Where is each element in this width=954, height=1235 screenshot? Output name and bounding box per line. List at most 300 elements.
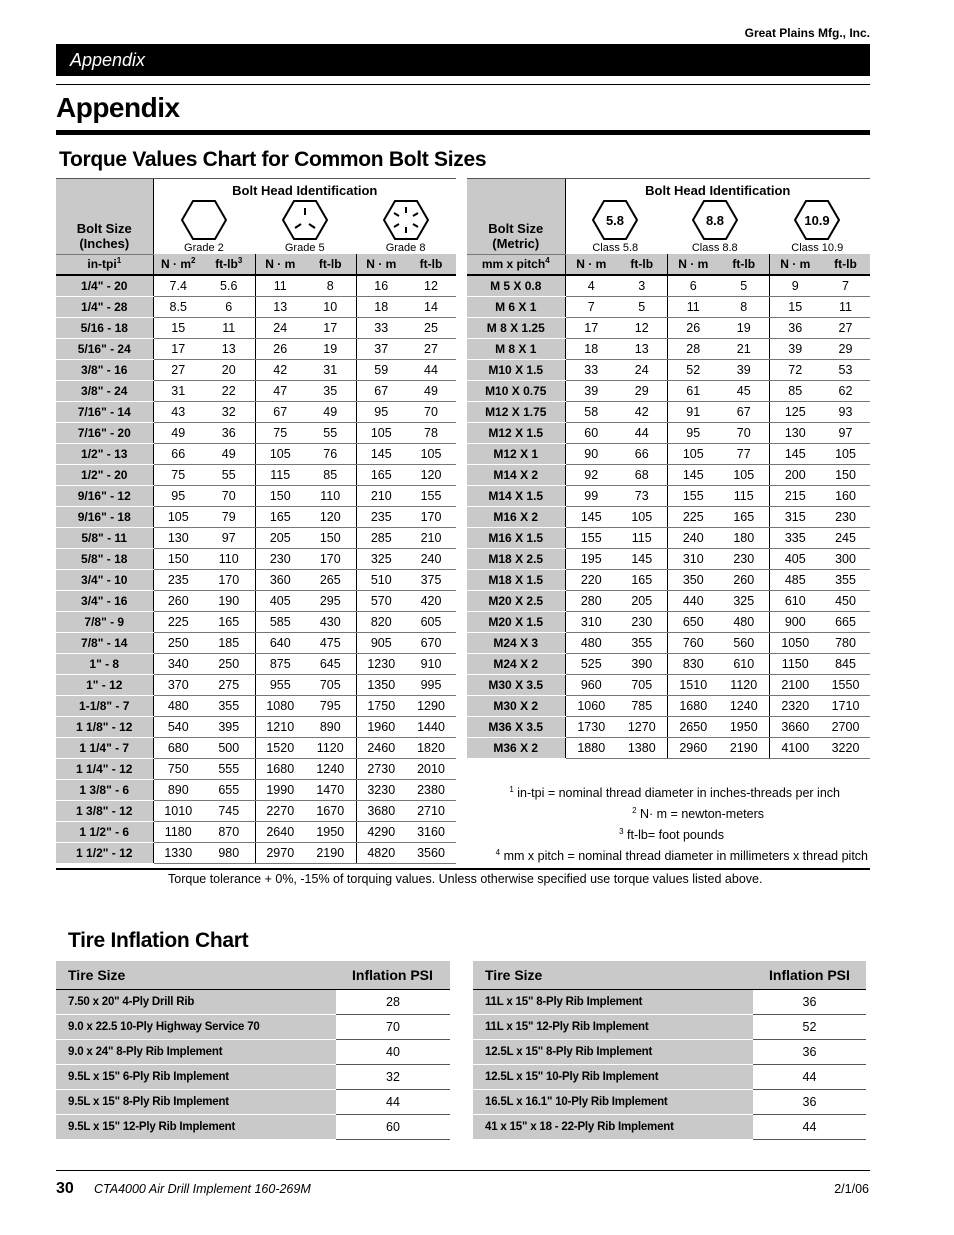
- bolt-size-cell: 3/4" - 10: [56, 569, 153, 590]
- grade-label: Grade 5: [284, 242, 325, 254]
- bolt-size-cell: M24 X 2: [467, 653, 565, 674]
- table-row: [467, 359, 870, 380]
- torque-value-cell: 130: [769, 422, 821, 443]
- torque-value-cell: 1880: [565, 737, 617, 758]
- torque-value-cell: 1510: [667, 674, 719, 695]
- torque-value-cell: 1080: [255, 695, 305, 716]
- torque-value-cell: 39: [719, 359, 769, 380]
- torque-value-cell: 25: [406, 317, 456, 338]
- page-title: Appendix: [56, 92, 180, 123]
- torque-value-cell: 890: [153, 779, 203, 800]
- table-row: [467, 548, 870, 569]
- torque-value-cell: 1710: [821, 695, 870, 716]
- torque-value-cell: 705: [617, 674, 667, 695]
- torque-value-cell: 955: [255, 674, 305, 695]
- bolt-size-cell: 3/8" - 24: [56, 380, 153, 401]
- torque-value-cell: 3680: [356, 800, 406, 821]
- table-row: [56, 737, 456, 758]
- torque-value-cell: 1470: [305, 779, 356, 800]
- torque-value-cell: 62: [821, 380, 870, 401]
- torque-value-cell: 1950: [719, 716, 769, 737]
- torque-value-cell: 845: [821, 653, 870, 674]
- unit-label: ft-lb: [821, 254, 870, 275]
- bolt-size-header: [56, 179, 153, 255]
- divider: [56, 1170, 870, 1171]
- unit-label: $ft-lb^3$: [203, 254, 255, 275]
- torque-value-cell: 150: [255, 485, 305, 506]
- bolt-size-cell: M10 X 0.75: [467, 380, 565, 401]
- torque-value-cell: 2960: [667, 737, 719, 758]
- torque-value-cell: 480: [565, 632, 617, 653]
- torque-value-cell: 2380: [406, 779, 456, 800]
- footnote-2: $^2$ N· m = newton-meters: [632, 805, 764, 821]
- hex-grade-5-icon: [282, 198, 328, 242]
- table-row: [56, 779, 456, 800]
- torque-value-cell: 1440: [406, 716, 456, 737]
- table-row: [56, 317, 456, 338]
- bolt-size-cell: 7/16" - 14: [56, 401, 153, 422]
- torque-value-cell: 890: [305, 716, 356, 737]
- bolt-size-cell: 1 1/4" - 12: [56, 758, 153, 779]
- bolt-head-id: [565, 179, 870, 255]
- torque-value-cell: 165: [719, 506, 769, 527]
- torque-value-cell: 67: [719, 401, 769, 422]
- torque-value-cell: 980: [203, 842, 255, 863]
- torque-value-cell: 875: [255, 653, 305, 674]
- torque-value-cell: 105: [667, 443, 719, 464]
- torque-value-cell: 370: [153, 674, 203, 695]
- torque-value-cell: 15: [153, 317, 203, 338]
- torque-value-cell: 105: [406, 443, 456, 464]
- torque-value-cell: 105: [255, 443, 305, 464]
- torque-value-cell: 1380: [617, 737, 667, 758]
- footnote-1: $^1$ in-tpi = nominal thread diameter in inches-threads per inch: [509, 784, 840, 800]
- bolt-size-cell: 7/8" - 14: [56, 632, 153, 653]
- table-row: [56, 1089, 450, 1114]
- torque-value-cell: 2710: [406, 800, 456, 821]
- torque-value-cell: 76: [305, 443, 356, 464]
- torque-value-cell: 665: [821, 611, 870, 632]
- torque-value-cell: 900: [769, 611, 821, 632]
- torque-value-cell: 325: [719, 590, 769, 611]
- torque-value-cell: 11: [203, 317, 255, 338]
- torque-value-cell: 3230: [356, 779, 406, 800]
- torque-value-cell: 105: [719, 464, 769, 485]
- bolt-size-cell: M12 X 1.5: [467, 422, 565, 443]
- class-8-8: [692, 198, 738, 254]
- torque-value-cell: 655: [203, 779, 255, 800]
- table-row: [467, 422, 870, 443]
- table-row: [56, 632, 456, 653]
- unit-label: N · m: [667, 254, 719, 275]
- bolt-size-cell: 3/4" - 16: [56, 590, 153, 611]
- bolt-size-cell: M 5 X 0.8: [467, 275, 565, 296]
- inflation-psi-cell: 36: [753, 989, 866, 1014]
- hex-grade-2-icon: [181, 198, 227, 242]
- torque-value-cell: 24: [255, 317, 305, 338]
- torque-value-cell: 165: [617, 569, 667, 590]
- torque-value-cell: 35: [305, 380, 356, 401]
- torque-value-cell: 485: [769, 569, 821, 590]
- bolt-size-cell: 5/8" - 18: [56, 548, 153, 569]
- torque-value-cell: 97: [203, 527, 255, 548]
- hex-class-10-9-icon: [794, 198, 840, 242]
- hex-grade-8-icon: [383, 198, 429, 242]
- torque-value-cell: 90: [565, 443, 617, 464]
- divider: [56, 84, 870, 85]
- torque-value-cell: 905: [356, 632, 406, 653]
- torque-value-cell: 745: [203, 800, 255, 821]
- torque-value-cell: 47: [255, 380, 305, 401]
- torque-value-cell: 7.4: [153, 275, 203, 296]
- tire-size-cell: 16.5L x 16.1" 10-Ply Rib Implement: [473, 1089, 753, 1114]
- bolt-size-cell: M16 X 1.5: [467, 527, 565, 548]
- torque-value-cell: 49: [153, 422, 203, 443]
- torque-value-cell: 31: [153, 380, 203, 401]
- grade-8: [383, 198, 429, 254]
- tire-size-cell: 11L x 15" 12-Ply Rib Implement: [473, 1014, 753, 1039]
- torque-value-cell: 230: [719, 548, 769, 569]
- torque-value-cell: 115: [255, 464, 305, 485]
- torque-value-cell: 105: [821, 443, 870, 464]
- torque-value-cell: 250: [203, 653, 255, 674]
- torque-value-cell: 67: [255, 401, 305, 422]
- table-row: [56, 443, 456, 464]
- table-row: [56, 821, 456, 842]
- torque-value-cell: 68: [617, 464, 667, 485]
- torque-value-cell: 205: [255, 527, 305, 548]
- torque-value-cell: 120: [406, 464, 456, 485]
- torque-value-cell: 1550: [821, 674, 870, 695]
- bolt-size-cell: M14 X 2: [467, 464, 565, 485]
- inflation-psi-cell: 28: [336, 989, 450, 1014]
- torque-value-cell: 91: [667, 401, 719, 422]
- torque-value-cell: 150: [821, 464, 870, 485]
- table-row: [473, 1114, 866, 1139]
- torque-value-cell: 19: [305, 338, 356, 359]
- inflation-psi-header: Inflation PSI: [336, 961, 450, 989]
- torque-value-cell: 70: [406, 401, 456, 422]
- class-mark: 10.9: [804, 213, 830, 228]
- inflation-psi-cell: 36: [753, 1039, 866, 1064]
- torque-value-cell: 37: [356, 338, 406, 359]
- torque-value-cell: 785: [617, 695, 667, 716]
- tire-table-left: [56, 961, 450, 1140]
- torque-value-cell: 335: [769, 527, 821, 548]
- torque-value-cell: 1950: [305, 821, 356, 842]
- torque-value-cell: 145: [617, 548, 667, 569]
- torque-value-cell: 44: [406, 359, 456, 380]
- torque-value-cell: 475: [305, 632, 356, 653]
- company-name: Great Plains Mfg., Inc.: [744, 26, 870, 40]
- unit-label: N · m: [565, 254, 617, 275]
- table-row: [467, 674, 870, 695]
- inflation-psi-cell: 40: [336, 1039, 450, 1064]
- torque-value-cell: 225: [667, 506, 719, 527]
- bolt-size-cell: M 8 X 1: [467, 338, 565, 359]
- torque-value-cell: 205: [617, 590, 667, 611]
- inflation-psi-cell: 60: [336, 1114, 450, 1139]
- torque-value-cell: 95: [153, 485, 203, 506]
- table-row: [56, 296, 456, 317]
- table-row: [56, 338, 456, 359]
- torque-value-cell: 705: [305, 674, 356, 695]
- bolt-size-label: Bolt Size (Inches): [76, 220, 132, 251]
- torque-value-cell: 310: [667, 548, 719, 569]
- torque-value-cell: 145: [667, 464, 719, 485]
- torque-value-cell: 2190: [305, 842, 356, 863]
- table-row: [467, 737, 870, 758]
- torque-value-cell: 265: [305, 569, 356, 590]
- class-10-9: [791, 198, 843, 254]
- torque-value-cell: 8: [305, 275, 356, 296]
- unit-label: mm x pitch$^4$: [467, 254, 565, 275]
- torque-value-cell: 1240: [719, 695, 769, 716]
- torque-value-cell: 11: [667, 296, 719, 317]
- torque-value-cell: 6: [203, 296, 255, 317]
- table-row: [56, 695, 456, 716]
- torque-value-cell: 1350: [356, 674, 406, 695]
- tire-size-cell: 11L x 15" 8-Ply Rib Implement: [473, 989, 753, 1014]
- table-row: [56, 422, 456, 443]
- torque-value-cell: 2320: [769, 695, 821, 716]
- table-row: [56, 485, 456, 506]
- torque-value-cell: 325: [356, 548, 406, 569]
- table-row: [467, 611, 870, 632]
- torque-value-cell: 2100: [769, 674, 821, 695]
- torque-value-cell: 78: [406, 422, 456, 443]
- class-label: Class 10.9: [791, 242, 844, 254]
- torque-value-cell: 170: [305, 548, 356, 569]
- torque-value-cell: 2010: [406, 758, 456, 779]
- torque-value-cell: 1290: [406, 695, 456, 716]
- torque-value-cell: 66: [153, 443, 203, 464]
- table-row: [467, 695, 870, 716]
- bolt-size-cell: 1 1/4" - 7: [56, 737, 153, 758]
- table-row: [467, 317, 870, 338]
- tire-size-cell: 41 x 15" x 18 - 22-Ply Rib Implement: [473, 1114, 753, 1139]
- bolt-size-cell: M18 X 2.5: [467, 548, 565, 569]
- torque-value-cell: 395: [203, 716, 255, 737]
- table-row: [56, 1014, 450, 1039]
- torque-value-cell: 240: [406, 548, 456, 569]
- torque-value-cell: 75: [153, 464, 203, 485]
- torque-value-cell: 66: [617, 443, 667, 464]
- torque-value-cell: 125: [769, 401, 821, 422]
- torque-value-cell: 610: [719, 653, 769, 674]
- torque-value-cell: 750: [153, 758, 203, 779]
- torque-value-cell: 24: [617, 359, 667, 380]
- class-label: Class 5.8: [592, 242, 639, 254]
- torque-value-cell: 2460: [356, 737, 406, 758]
- torque-value-cell: 355: [203, 695, 255, 716]
- torque-value-cell: 820: [356, 611, 406, 632]
- tire-size-cell: 9.5L x 15" 6-Ply Rib Implement: [56, 1064, 336, 1089]
- torque-value-cell: 2970: [255, 842, 305, 863]
- torque-value-cell: 18: [356, 296, 406, 317]
- inflation-psi-header: Inflation PSI: [753, 961, 866, 989]
- table-row: [473, 1014, 866, 1039]
- torque-value-cell: 240: [667, 527, 719, 548]
- torque-value-cell: 33: [356, 317, 406, 338]
- torque-value-cell: 3160: [406, 821, 456, 842]
- torque-value-cell: 555: [203, 758, 255, 779]
- footnote-4: $^4$ mm x pitch = nominal thread diameter in millimeters x thread pitch: [495, 847, 868, 863]
- torque-value-cell: 355: [617, 632, 667, 653]
- table-row: [467, 443, 870, 464]
- torque-value-cell: 500: [203, 737, 255, 758]
- table-row: [56, 548, 456, 569]
- torque-value-cell: 26: [255, 338, 305, 359]
- torque-value-cell: 585: [255, 611, 305, 632]
- table-row: [467, 716, 870, 737]
- bolt-size-cell: M 8 X 1.25: [467, 317, 565, 338]
- torque-value-cell: 52: [667, 359, 719, 380]
- table-row: [56, 800, 456, 821]
- torque-value-cell: 210: [406, 527, 456, 548]
- bolt-size-cell: M12 X 1: [467, 443, 565, 464]
- bolt-size-cell: 5/16 - 18: [56, 317, 153, 338]
- torque-value-cell: 275: [203, 674, 255, 695]
- torque-value-cell: 26: [667, 317, 719, 338]
- torque-value-cell: 2640: [255, 821, 305, 842]
- torque-value-cell: 1990: [255, 779, 305, 800]
- bolt-size-cell: 5/16" - 24: [56, 338, 153, 359]
- torque-value-cell: 55: [305, 422, 356, 443]
- torque-value-cell: 4100: [769, 737, 821, 758]
- table-row: [56, 716, 456, 737]
- tire-size-cell: 9.5L x 15" 8-Ply Rib Implement: [56, 1089, 336, 1114]
- torque-value-cell: 145: [769, 443, 821, 464]
- unit-label: ft-lb: [406, 254, 456, 275]
- torque-value-cell: 5.6: [203, 275, 255, 296]
- tire-size-cell: 12.5L x 15" 10-Ply Rib Implement: [473, 1064, 753, 1089]
- torque-value-cell: 33: [565, 359, 617, 380]
- torque-value-cell: 390: [617, 653, 667, 674]
- bolt-size-cell: 1 1/2" - 12: [56, 842, 153, 863]
- torque-value-cell: 650: [667, 611, 719, 632]
- torque-value-cell: 405: [255, 590, 305, 611]
- inflation-psi-cell: 32: [336, 1064, 450, 1089]
- unit-label: ft-lb: [719, 254, 769, 275]
- torque-value-cell: 2650: [667, 716, 719, 737]
- torque-value-cell: 12: [617, 317, 667, 338]
- torque-value-cell: 155: [406, 485, 456, 506]
- bolt-head-id: [153, 179, 456, 255]
- torque-value-cell: 230: [617, 611, 667, 632]
- torque-value-cell: 3660: [769, 716, 821, 737]
- document-date: 2/1/06: [834, 1182, 869, 1196]
- bolt-size-cell: 5/8" - 11: [56, 527, 153, 548]
- torque-value-cell: 2730: [356, 758, 406, 779]
- class-mark: 8.8: [705, 213, 724, 228]
- torque-value-cell: 29: [617, 380, 667, 401]
- table-row: [56, 401, 456, 422]
- grade-label: Grade 2: [184, 242, 224, 254]
- table-row: [56, 758, 456, 779]
- torque-value-cell: 375: [406, 569, 456, 590]
- table-row: [56, 359, 456, 380]
- torque-value-cell: 3560: [406, 842, 456, 863]
- torque-value-cell: 85: [769, 380, 821, 401]
- table-row: [467, 338, 870, 359]
- bolt-size-cell: M30 X 2: [467, 695, 565, 716]
- torque-value-cell: 830: [667, 653, 719, 674]
- torque-value-cell: 16: [356, 275, 406, 296]
- torque-value-cell: 995: [406, 674, 456, 695]
- torque-value-cell: 105: [153, 506, 203, 527]
- torque-value-cell: 11: [255, 275, 305, 296]
- tire-size-header: Tire Size: [56, 961, 336, 989]
- table-row: [56, 1039, 450, 1064]
- table-row: [56, 611, 456, 632]
- table-row: [467, 485, 870, 506]
- torque-value-cell: 97: [821, 422, 870, 443]
- footnote-3: $^3$ ft-lb= foot pounds: [619, 826, 724, 842]
- torque-value-cell: 28: [667, 338, 719, 359]
- torque-value-cell: 99: [565, 485, 617, 506]
- torque-value-cell: 73: [617, 485, 667, 506]
- bolt-size-cell: 3/8" - 16: [56, 359, 153, 380]
- torque-value-cell: 155: [565, 527, 617, 548]
- torque-value-cell: 3220: [821, 737, 870, 758]
- torque-value-cell: 1270: [617, 716, 667, 737]
- divider: [56, 868, 870, 870]
- torque-value-cell: 1750: [356, 695, 406, 716]
- torque-value-cell: 360: [255, 569, 305, 590]
- bolt-size-cell: 1 1/2" - 6: [56, 821, 153, 842]
- torque-value-cell: 405: [769, 548, 821, 569]
- grade-label: Grade 8: [385, 242, 426, 254]
- table-row: [467, 527, 870, 548]
- bolt-size-cell: 1 1/8" - 12: [56, 716, 153, 737]
- torque-value-cell: 170: [406, 506, 456, 527]
- table-row: [56, 842, 456, 863]
- torque-value-cell: 200: [769, 464, 821, 485]
- table-row: [467, 653, 870, 674]
- torque-value-cell: 77: [719, 443, 769, 464]
- torque-value-cell: 510: [356, 569, 406, 590]
- torque-value-cell: 105: [356, 422, 406, 443]
- torque-value-cell: 645: [305, 653, 356, 674]
- torque-value-cell: 870: [203, 821, 255, 842]
- torque-value-cell: 260: [719, 569, 769, 590]
- torque-value-cell: 21: [719, 338, 769, 359]
- torque-value-cell: 340: [153, 653, 203, 674]
- torque-value-cell: 2270: [255, 800, 305, 821]
- torque-value-cell: 36: [203, 422, 255, 443]
- torque-value-cell: 59: [356, 359, 406, 380]
- torque-value-cell: 4: [565, 275, 617, 296]
- torque-value-cell: 230: [821, 506, 870, 527]
- torque-value-cell: 1010: [153, 800, 203, 821]
- torque-value-cell: 72: [769, 359, 821, 380]
- torque-value-cell: 7: [565, 296, 617, 317]
- bolt-size-cell: 7/16" - 20: [56, 422, 153, 443]
- torque-heading: Torque Values Chart for Common Bolt Sizes: [59, 148, 487, 171]
- bolt-size-cell: M24 X 3: [467, 632, 565, 653]
- torque-value-cell: 1050: [769, 632, 821, 653]
- torque-value-cell: 92: [565, 464, 617, 485]
- bolt-size-cell: M30 X 3.5: [467, 674, 565, 695]
- torque-value-cell: 250: [153, 632, 203, 653]
- table-row: [56, 1064, 450, 1089]
- torque-value-cell: 31: [305, 359, 356, 380]
- torque-value-cell: 14: [406, 296, 456, 317]
- class-label: Class 8.8: [691, 242, 738, 254]
- torque-value-cell: 560: [719, 632, 769, 653]
- torque-value-cell: 165: [356, 464, 406, 485]
